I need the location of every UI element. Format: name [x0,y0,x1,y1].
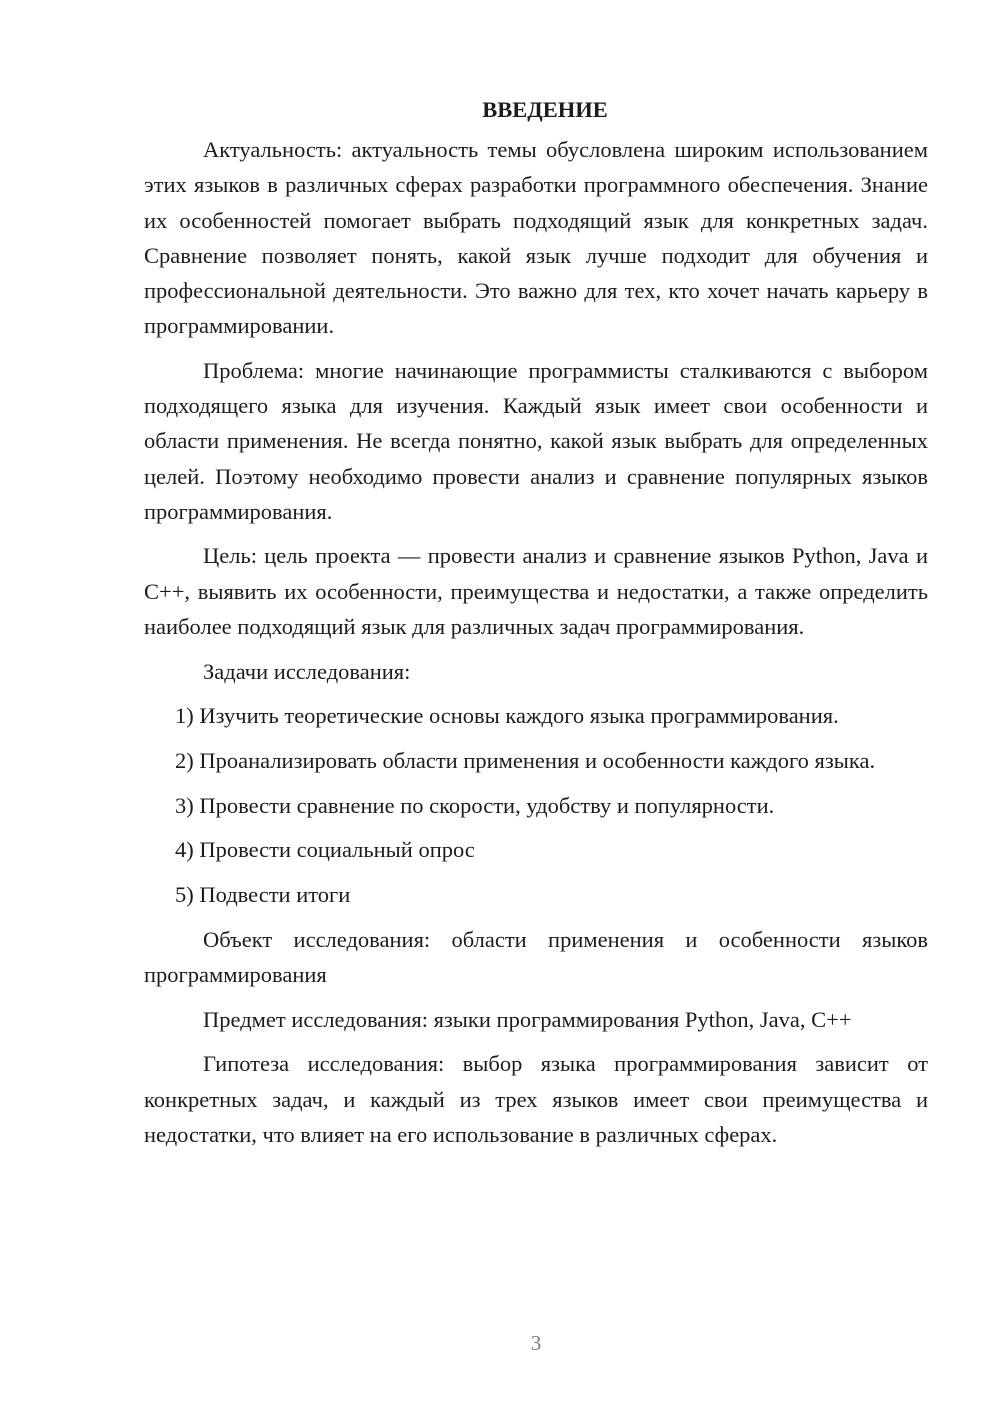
document-body [144,92,928,1161]
subject-paragraph: Предмет исследования: языки программирования Python, Java, C++ [203,1006,852,1032]
task-item: 1) Изучить теоретические основы каждого языка программирования. [175,703,839,729]
task-item: 3) Провести сравнение по скорости, удобству и популярности. [175,792,775,818]
tasks-heading: Задачи исследования: [203,658,411,684]
object-paragraph: Объект исследования: области применения и особенности языков программирования [144,926,928,987]
hypothesis-paragraph: Гипотеза исследования: выбор языка программирования зависит от конкретных задач, и каждый из трех языков имеет свои преимущества и недостатки, что влияет на его использование в различных сферах. [144,1051,928,1147]
task-item: 2) Проанализировать области применения и особенности каждого языка. [175,747,876,773]
goal-paragraph: Цель: цель проекта — провести анализ и сравнение языков Python, Java и C++, выявить их особенности, преимущества и недостатки, а также определить наиболее подходящий язык для различных задач программирования. [144,543,928,639]
section-title: ВВЕДЕНИЕ [482,97,608,122]
relevance-paragraph: Актуальность: актуальность темы обусловлена широким использованием этих языков в различных сферах разработки программного обеспечения. Знание их особенностей помогает выбрать подходящий язык для конкретных задач. Сравнение позволяет понять, какой язык лучше подходит для обучения и профессиональной деятельности. Это важно для тех, кто хочет начать карьеру в программировании. [144,137,928,339]
task-item: 4) Провести социальный опрос [175,837,475,863]
page-number: 3 [530,1331,542,1355]
problem-paragraph: Проблема: многие начинающие программисты сталкиваются с выбором подходящего языка для изучения. Каждый язык имеет свои особенности и области применения. Не всегда понятно, какой язык выбрать для определенных целей. Поэтому необходимо провести анализ и сравнение популярных языков программирования. [144,357,928,524]
task-item: 5) Подвести итоги [175,882,351,908]
